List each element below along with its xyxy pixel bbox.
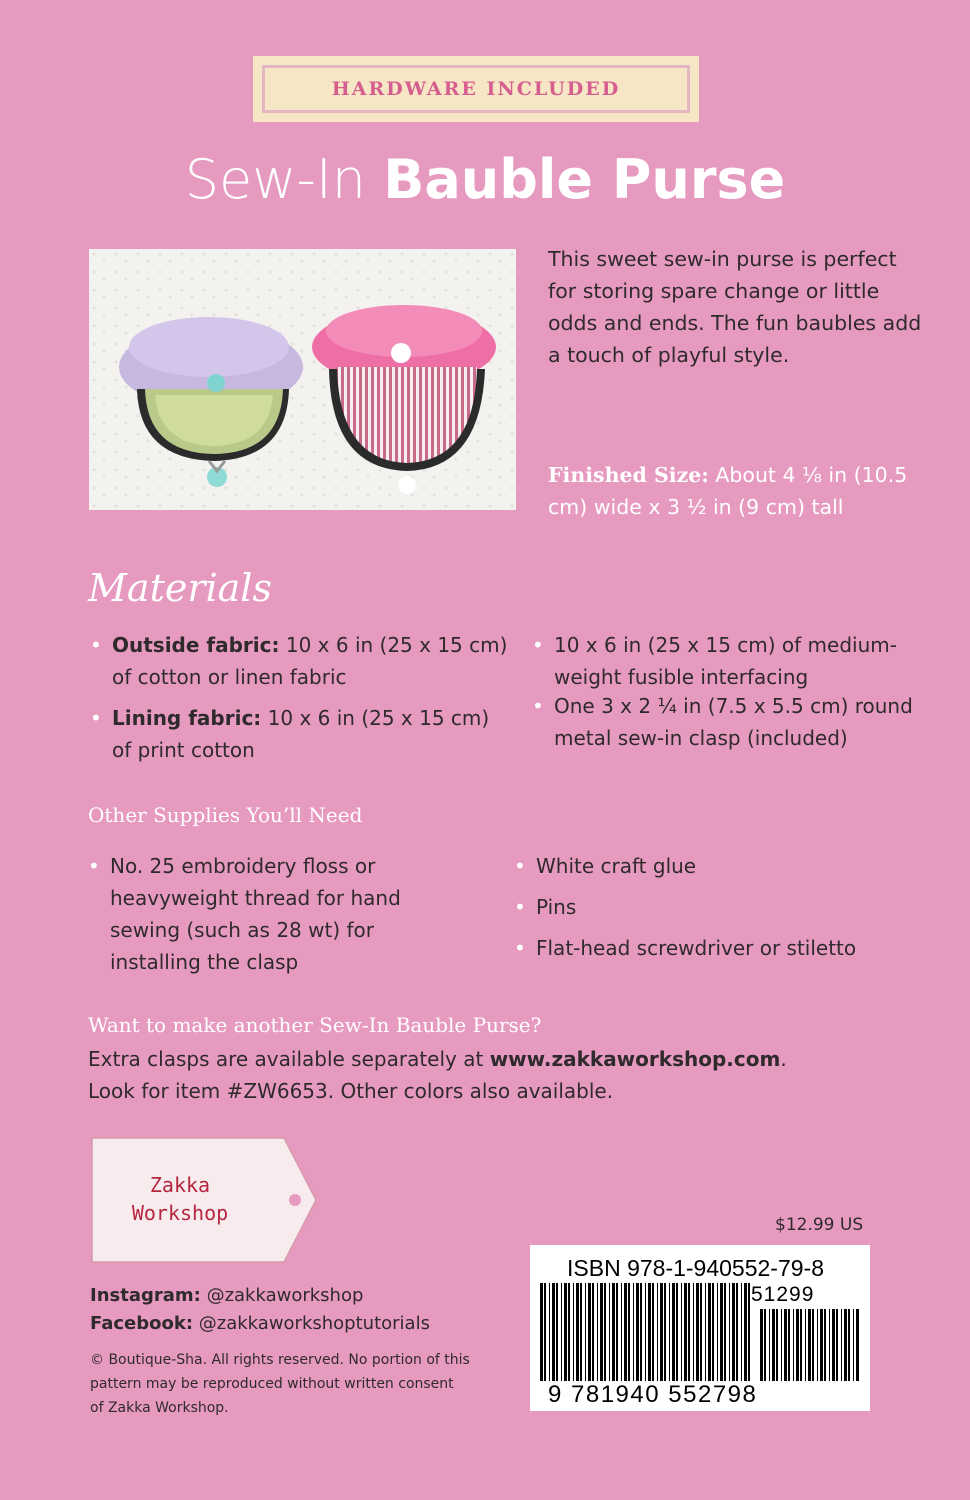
item-text: One 3 x 2 ¼ in (7.5 x 5.5 cm) round metal sew-in clasp (included) [554,694,913,750]
materials-list-left [90,629,510,775]
facebook-label: Facebook: [90,1313,194,1334]
zakka-workshop-logo [88,1134,320,1266]
facebook-handle[interactable]: @zakkaworkshoptutorials [193,1313,430,1334]
intro-text: This sweet sew-in purse is perfect for storing spare change or little odds and ends. The fun baubles add a touch of playful style. [548,247,922,367]
item-text: White craft glue [536,854,697,878]
instagram-label: Instagram: [90,1285,201,1306]
page-title [0,148,970,211]
list-item [532,690,932,754]
item-text: 10 x 6 in (25 x 15 cm) of print cotton [112,706,490,762]
list-item [514,891,914,923]
instagram-handle[interactable]: @zakkaworkshop [200,1285,364,1306]
banner-frame [262,65,690,113]
title-light: Sew-In [184,148,384,211]
tag-shape [88,1134,320,1266]
price: $12.99 US [775,1215,864,1235]
supplies-heading: Other Supplies You’ll Need [88,803,363,827]
title-bold: Bauble Purse [383,148,786,211]
list-item [532,629,932,693]
want-text [88,1043,848,1107]
list-item [90,702,510,766]
website-link[interactable]: www.zakkaworkshop.com [489,1047,781,1071]
list-item [514,932,914,964]
materials-heading: Materials [88,566,272,610]
logo-line2: Workshop [131,1201,229,1225]
item-text: Pins [536,895,577,919]
item-text: No. 25 embroidery floss or heavyweight thread for hand sewing (such as 28 wt) for installing the clasp [110,854,401,974]
want-line1-end: . [780,1047,787,1071]
instagram-line [90,1282,430,1310]
supplies-list-left [88,850,428,987]
hardware-banner [253,56,699,122]
item-text: 10 x 6 in (25 x 15 cm) of cotton or linen fabric [112,633,508,689]
materials-list-right [532,629,932,763]
item-text: Flat-head screwdriver or stiletto [536,936,857,960]
want-heading: Want to make another Sew-In Bauble Purse? [88,1013,542,1037]
social-links [90,1282,430,1338]
item-label: Outside fabric: [112,633,280,657]
supplies-list-right [514,850,914,973]
purse-illustration [89,249,516,510]
list-item [90,629,510,693]
legal-text: © Boutique-Sha. All rights reserved. No portion of this pattern may be reproduced without written consent of Zakka Workshop. [90,1352,470,1416]
banner-text: HARDWARE INCLUDED [331,78,621,100]
item-text: 10 x 6 in (25 x 15 cm) of medium-weight fusible interfacing [554,633,897,689]
isbn-text: ISBN 978-1-940552-79-8 [567,1255,824,1281]
facebook-line [90,1310,430,1338]
product-photo [89,249,516,510]
list-item [514,850,914,882]
item-label: Lining fabric: [112,706,262,730]
list-item [88,850,428,978]
finished-size-value: About 4 ⅛ in (10.5 cm) wide x 3 ½ in (9 cm) tall [548,463,908,519]
finished-size-label: Finished Size: [548,463,709,487]
logo-line1: Zakka [149,1173,211,1197]
barcode-bars [538,1283,863,1383]
barcode-panel [530,1245,870,1411]
price-code: 51299 [751,1283,815,1306]
want-line2: Look for item #ZW6653. Other colors also available. [88,1079,614,1103]
finished-size [548,459,948,523]
barcode-digits: 9 781940 552798 [548,1381,758,1408]
want-line1: Extra clasps are available separately at [88,1047,490,1071]
